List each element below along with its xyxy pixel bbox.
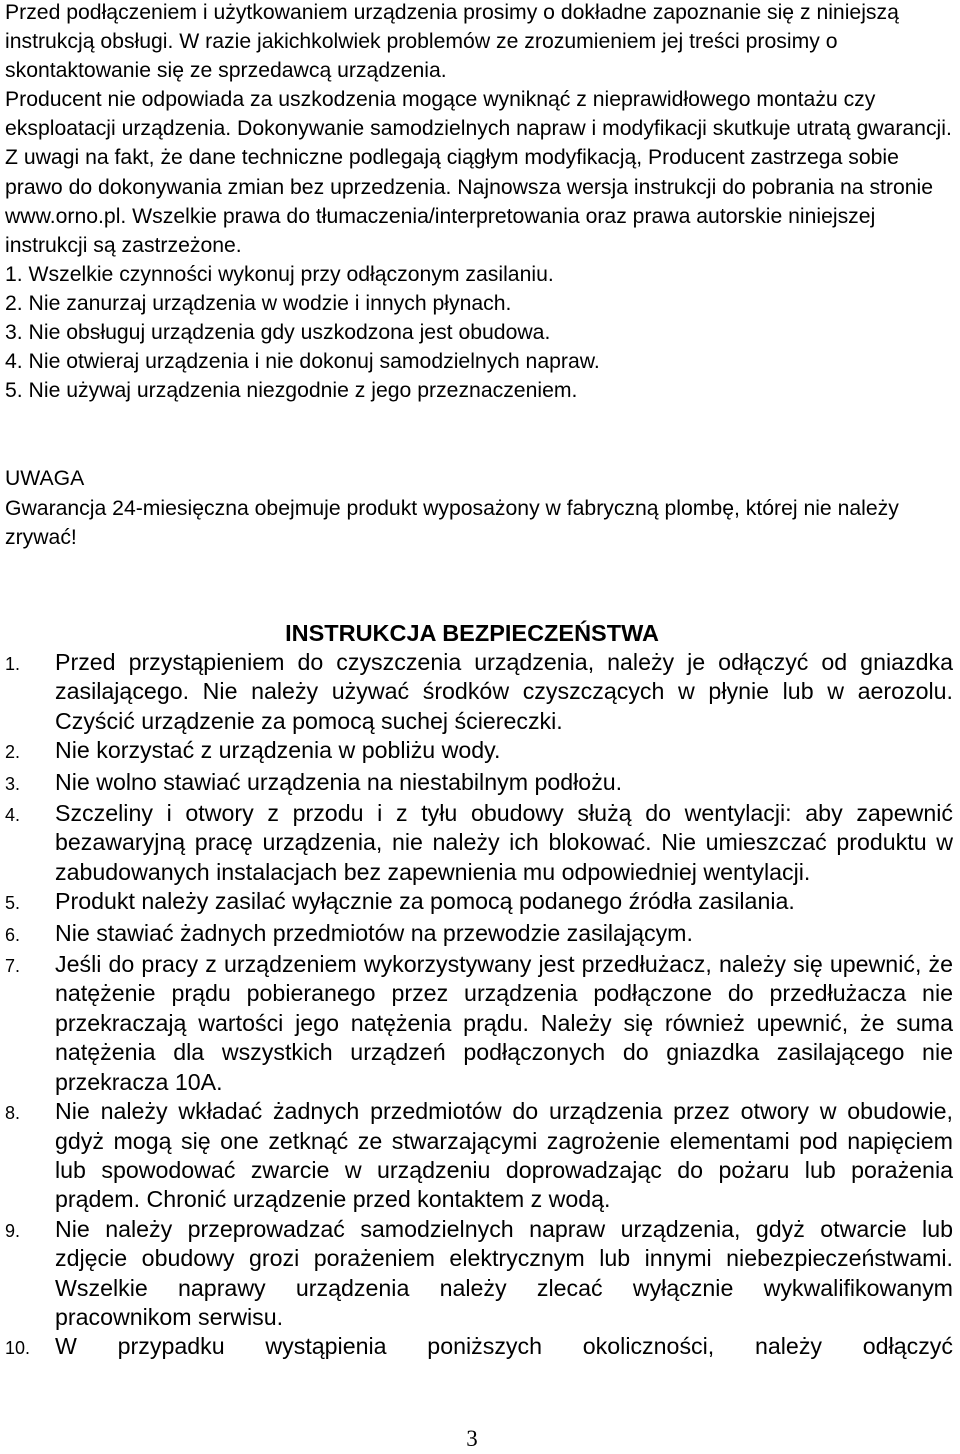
safety-item-number: 4. [5,805,21,826]
safety-item-text: Nie wolno stawiać urządzenia na niestabilnym podłożu. [55,768,623,795]
safety-item [5,648,953,736]
safety-item-text: W przypadku wystąpienia poniższych okoliczności, należy odłączyć [55,1333,953,1360]
safety-item-number: 2. [5,742,21,763]
intro-paragraph: Producent nie odpowiada za uszkodzenia mogące wyniknąć z nieprawidłowego montażu czy eksploatacji urządzenia. Dokonywanie samodzielnych napraw i modyfikacji skutkuje utratą gwarancji. [5,88,952,141]
page-number: 3 [466,1426,478,1451]
intro-paragraph: Przed podłączeniem i użytkowaniem urządzenia prosimy o dokładne zapoznanie się z niniejszą instrukcją obsługi. W razie jakichkolwiek problemów ze zrozumieniem jej treści prosimy o skontaktowanie się ze sprzedawcą urządzenia. [5,1,899,83]
intro-rule: 5. Nie używaj urządzenia niezgodnie z jego przeznaczeniem. [5,379,578,403]
intro-section [5,0,957,405]
safety-item-text: Szczeliny i otwory z przodu i z tyłu obudowy służą do wentylacji: aby zapewnić bezawaryjną pracę urządzenia, nie należy ich blokować. Nie umieszczać produktu w zabudowanych instalacjach bez zapewnienia mu odpowiedniej wentylacji. [55,800,953,885]
safety-item-number: 5. [5,893,21,914]
safety-item-number: 3. [5,773,21,794]
safety-title: INSTRUKCJA BEZPIECZEŃSTWA [285,620,659,646]
safety-item [5,1097,953,1215]
safety-item-text: Jeśli do pracy z urządzeniem wykorzystywany jest przedłużacz, należy się upewnić, że natężenie prądu pobieranego przez urządzenia podłączone do przedłużacza nie przekraczają wartości jego natężenia prądu. Należy się również upewnić, że suma natężenia dla wszystkich urządzeń podłączonych do gniazdka zasilającego nie przekracza 10A. [55,951,953,1095]
safety-item-text: Nie należy przeprowadzać samodzielnych napraw urządzenia, gdyż otwarcie lub zdjęcie obudowy grozi porażeniem elektrycznym lub innymi niebezpieczeństwami. Wszelkie naprawy urządzenia należy zlecać wyłącznie wykwalifikowanym pracownikom serwisu. [55,1215,953,1330]
intro-rule: 2. Nie zanurzaj urządzenia w wodzie i innych płynach. [5,291,512,315]
safety-item-text: Nie stawiać żadnych przedmiotów na przewodzie zasilającym. [55,919,693,946]
safety-item-text: Produkt należy zasilać wyłącznie za pomocą podanego źródła zasilania. [55,888,795,915]
intro-rule: 4. Nie otwieraj urządzenia i nie dokonuj samodzielnych napraw. [5,350,600,374]
safety-item [5,919,953,950]
warning-heading: UWAGA [5,467,85,490]
safety-item-text: Nie korzystać z urządzenia w pobliżu wody. [55,737,501,764]
safety-item-number: 6. [5,924,21,945]
safety-item-number: 10. [5,1338,31,1359]
safety-item [5,950,953,1097]
safety-item [5,768,953,799]
warning-text: Gwarancja 24-miesięczna obejmuje produkt wyposażony w fabryczną plombę, której nie należy zrywać! [5,496,899,549]
safety-item [5,736,953,767]
warranty-warning [5,464,957,553]
safety-item [5,1332,953,1363]
safety-item-number: 8. [5,1103,21,1124]
safety-item-number: 7. [5,956,21,977]
safety-item [5,1215,953,1333]
safety-item-text: Przed przystąpieniem do czyszczenia urządzenia, należy je odłączyć od gniazdka zasilającego. Nie należy używać środków czyszczących w płynie lub w aerozolu. Czyścić urządzenie za pomocą suchej ściereczki. [55,649,953,734]
intro-paragraph: Z uwagi na fakt, że dane techniczne podlegają ciągłym modyfikacją, Producent zastrzega sobie prawo do dokonywania zmian bez uprzedzenia. Najnowsza wersja instrukcji do pobrania na stronie www.orno.pl. Wszelkie prawa do tłumaczenia/interpretowania oraz prawa autorskie niniejszej instrukcji są zastrzeżone. [5,146,934,257]
safety-item [5,799,953,887]
safety-item-number: 9. [5,1220,21,1241]
intro-rule: 3. Nie obsługuj urządzenia gdy uszkodzona jest obudowa. [5,321,551,345]
safety-item [5,887,953,918]
safety-list [5,648,953,1364]
intro-rule: 1. Wszelkie czynności wykonuj przy odłączonym zasilaniu. [5,262,554,286]
safety-item-text: Nie należy wkładać żadnych przedmiotów do urządzenia przez otwory w obudowie, gdyż mogą się one zetknąć ze stwarzającymi zagrożenie elementami pod napięciem lub spowodować zwarcie w urządzeniu doprowadzając do pożaru lub porażenia prądem. Chronić urządzenie przed kontaktem z wodą. [55,1098,953,1213]
safety-item-number: 1. [5,654,21,674]
